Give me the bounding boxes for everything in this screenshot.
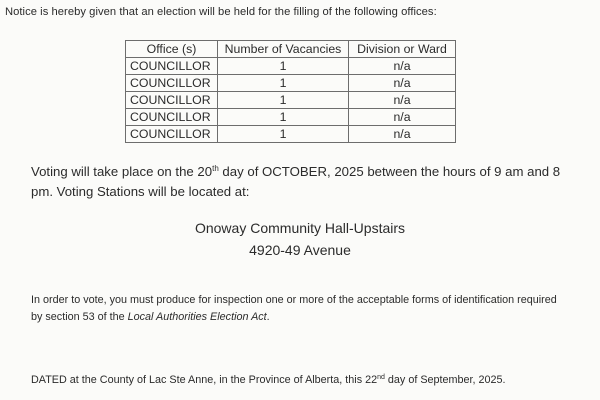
table-row	[126, 58, 456, 75]
division-cell: n/a	[349, 58, 456, 75]
act-title: Local Authorities Election Act	[127, 311, 267, 323]
vacancies-cell: 1	[218, 58, 349, 75]
voting-rest: day of OCTOBER, 2025 between the hours of 9 am and 8 pm. Voting Stations will be located at:	[31, 164, 561, 199]
table-header-row	[126, 41, 456, 58]
voting-station-address: 4920-49 Avenue	[249, 242, 351, 258]
vacancies-cell: 1	[218, 75, 349, 92]
table-row	[126, 75, 456, 92]
office-cell: COUNCILLOR	[126, 126, 218, 143]
header-division: Division or Ward	[349, 41, 456, 58]
voting-day-suffix: th	[212, 164, 219, 173]
table-row	[126, 109, 456, 126]
office-cell: COUNCILLOR	[126, 75, 218, 92]
dated-line	[31, 374, 506, 386]
voting-paragraph	[31, 162, 571, 202]
dated-rest: day of September, 2025.	[384, 374, 506, 386]
office-cell: COUNCILLOR	[126, 109, 218, 126]
header-vacancies: Number of Vacancies	[218, 41, 349, 58]
offices-table	[125, 40, 456, 143]
voting-prefix: Voting will take place on the 20	[31, 164, 213, 179]
header-office: Office (s)	[126, 41, 218, 58]
table-row	[126, 126, 456, 143]
vacancies-cell: 1	[218, 92, 349, 109]
division-cell: n/a	[349, 126, 456, 143]
division-cell: n/a	[349, 109, 456, 126]
vacancies-cell: 1	[218, 126, 349, 143]
voting-station-name: Onoway Community Hall-Upstairs	[194, 220, 406, 236]
office-cell: COUNCILLOR	[126, 58, 218, 75]
division-cell: n/a	[349, 92, 456, 109]
identification-end: .	[266, 311, 270, 323]
dated-day-suffix: nd	[377, 374, 385, 381]
dated-prefix: DATED at the County of Lac Ste Anne, in the Province of Alberta, this 22	[31, 374, 378, 386]
table-row	[126, 92, 456, 109]
identification-text: In order to vote, you must produce for inspection one or more of the acceptable forms of identification required by section 53 of the	[31, 294, 557, 323]
identification-paragraph	[31, 292, 571, 326]
division-cell: n/a	[349, 75, 456, 92]
office-cell: COUNCILLOR	[126, 92, 218, 109]
vacancies-cell: 1	[218, 109, 349, 126]
notice-intro: Notice is hereby given that an election will be held for the filling of the following offices:	[5, 6, 437, 18]
